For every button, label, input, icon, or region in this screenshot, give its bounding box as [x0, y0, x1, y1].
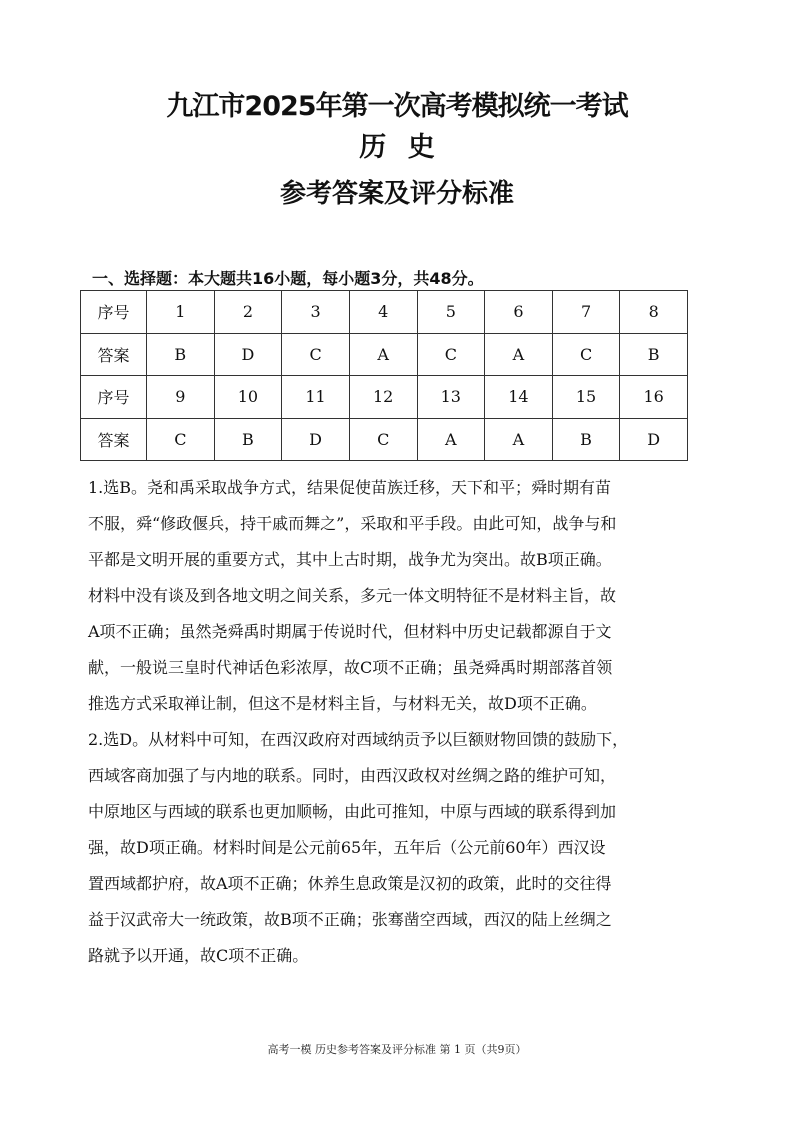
explanation-line: 路就予以开通，故C项不正确。: [88, 946, 309, 965]
table-cell: 16: [620, 376, 688, 419]
table-cell: C: [417, 333, 485, 376]
table-cell: 2: [214, 291, 282, 334]
table-cell: 7: [552, 291, 620, 334]
table-cell: B: [552, 418, 620, 461]
exam-title: 九江市2025年第一次高考模拟统一考试: [166, 91, 628, 122]
explanation-line: 2.选D。从材料中可知，在西汉政府对西域纳贡予以巨额财物回馈的鼓励下，: [88, 730, 629, 749]
table-cell: D: [282, 418, 350, 461]
table-cell: C: [552, 333, 620, 376]
table-cell: 序号: [81, 376, 147, 419]
table-cell: A: [349, 333, 417, 376]
subject-char: 历: [359, 132, 387, 163]
table-cell: 14: [485, 376, 553, 419]
subject-title: [0, 125, 794, 164]
explanation-line: 不服，舜“修政偃兵，持干戚而舞之”，采取和平手段。由此可知，战争与和: [88, 514, 617, 533]
table-cell: D: [620, 418, 688, 461]
table-cell: 3: [282, 291, 350, 334]
explanation-line: 强，故D项正确。材料时间是公元前65年，五年后（公元前60年）西汉设: [88, 838, 606, 857]
explanation-line: 益于汉武帝大一统政策，故B项不正确；张骞凿空西域，西汉的陆上丝绸之: [88, 910, 612, 929]
table-cell: C: [282, 333, 350, 376]
table-cell: 13: [417, 376, 485, 419]
table-row: [81, 418, 688, 461]
table-cell: 15: [552, 376, 620, 419]
table-cell: A: [485, 418, 553, 461]
page-footer: 高考一模 历史参考答案及评分标准 第 1 页（共9页）: [267, 1043, 527, 1056]
table-cell: B: [214, 418, 282, 461]
table-cell: 6: [485, 291, 553, 334]
table-cell: A: [485, 333, 553, 376]
table-row: [81, 333, 688, 376]
table-cell: C: [349, 418, 417, 461]
explanation-line: 推选方式采取禅让制，但这不是材料主旨，与材料无关，故D项不正确。: [88, 694, 597, 713]
explanation-block: [88, 470, 712, 974]
section-heading: 一、选择题：本大题共16小题，每小题3分，共48分。: [92, 269, 484, 288]
table-cell: B: [620, 333, 688, 376]
table-cell: A: [417, 418, 485, 461]
table-cell: B: [147, 333, 215, 376]
explanation-line: 置西域都护府，故A项不正确；休养生息政策是汉初的政策，此时的交往得: [88, 874, 612, 893]
table-cell: 答案: [81, 418, 147, 461]
table-cell: 4: [349, 291, 417, 334]
table-cell: 12: [349, 376, 417, 419]
table-cell: 11: [282, 376, 350, 419]
table-cell: D: [214, 333, 282, 376]
table-cell: 序号: [81, 291, 147, 334]
table-row: [81, 291, 688, 334]
answer-table: [80, 290, 688, 461]
explanation-line: 平都是文明开展的重要方式，其中上古时期，战争尤为突出。故B项正确。: [88, 550, 612, 569]
table-cell: C: [147, 418, 215, 461]
table-cell: 5: [417, 291, 485, 334]
table-cell: 1: [147, 291, 215, 334]
table-cell: 答案: [81, 333, 147, 376]
explanation-line: 西域客商加强了与内地的联系。同时，由西汉政权对丝绸之路的维护可知，: [88, 766, 617, 785]
table-row: [81, 376, 688, 419]
subject-char: 史: [407, 132, 435, 163]
document-subtitle: 参考答案及评分标准: [279, 179, 514, 209]
explanation-line: 材料中没有谈及到各地文明之间关系，多元一体文明特征不是材料主旨，故: [88, 586, 617, 605]
explanation-line: 献，一般说三皇时代神话色彩浓厚，故C项不正确；虽尧舜禹时期部落首领: [88, 658, 613, 677]
explanation-line: A项不正确；虽然尧舜禹时期属于传说时代，但材料中历史记载都源自于文: [88, 622, 612, 641]
explanation-line: 1.选B。尧和禹采取战争方式，结果促使苗族迁移，天下和平；舜时期有苗: [88, 478, 612, 497]
table-cell: 9: [147, 376, 215, 419]
explanation-line: 中原地区与西域的联系也更加顺畅，由此可推知，中原与西域的联系得到加: [88, 802, 617, 821]
table-cell: 10: [214, 376, 282, 419]
table-cell: 8: [620, 291, 688, 334]
